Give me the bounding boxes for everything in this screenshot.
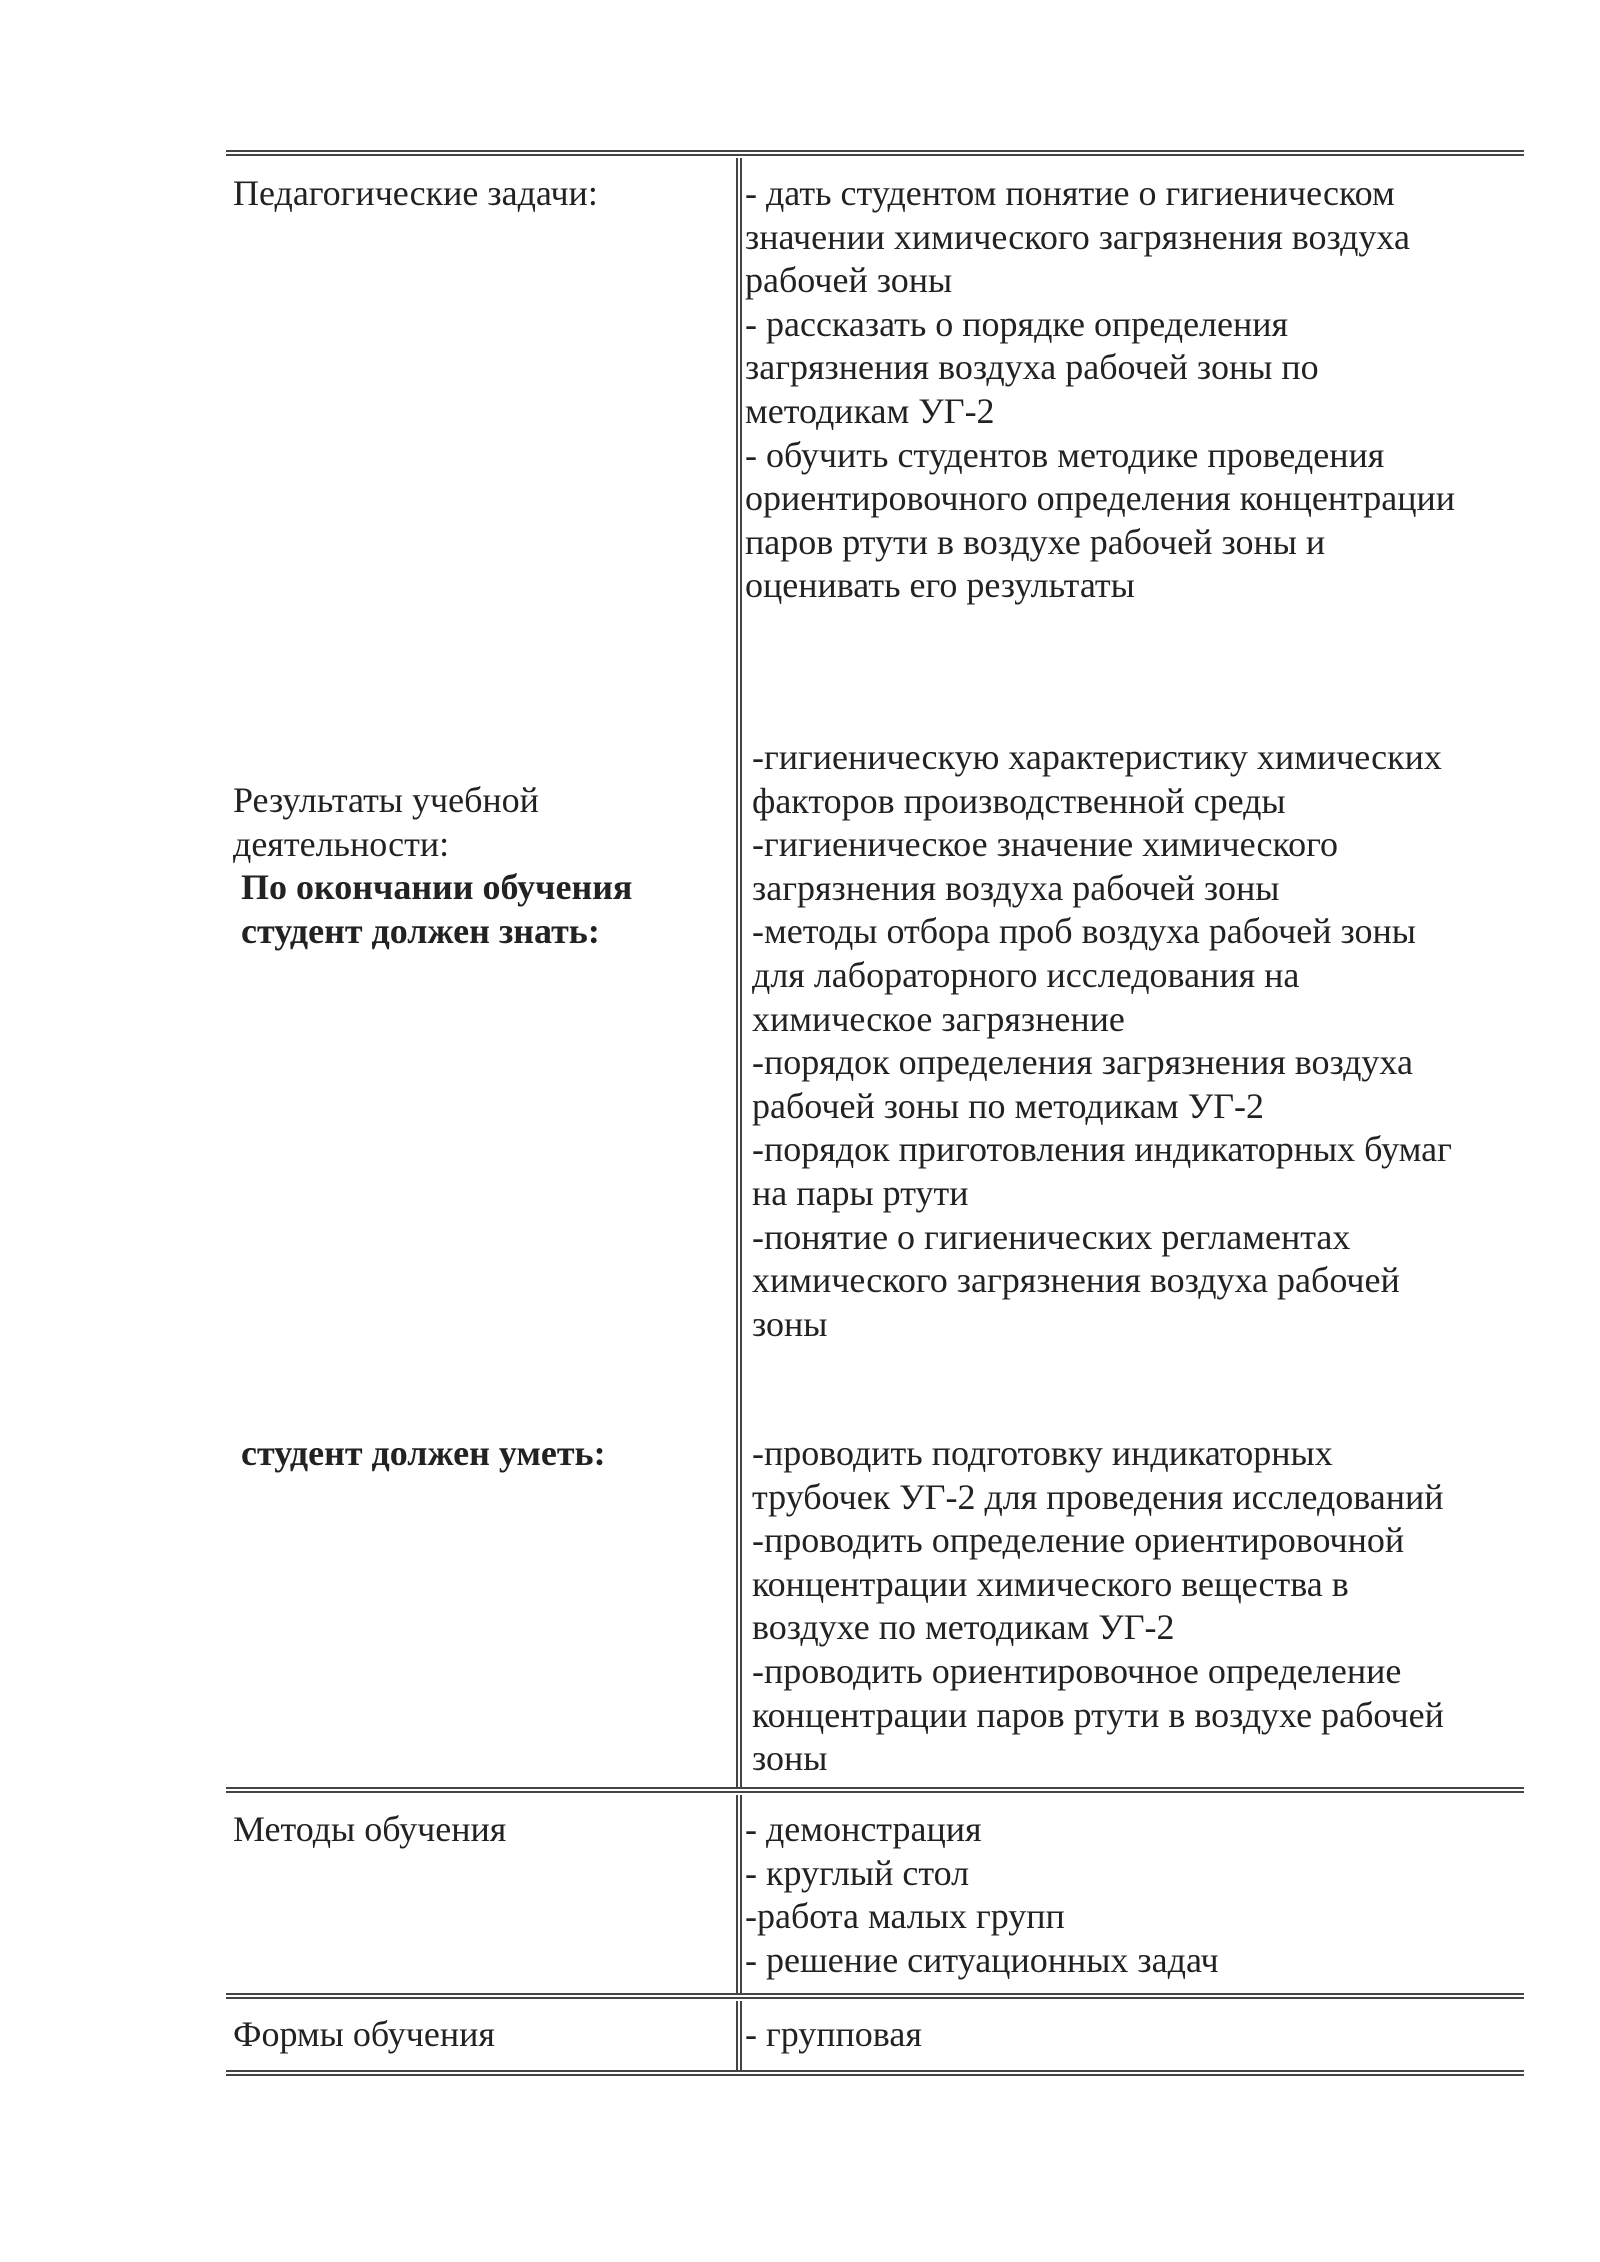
know-list	[752, 736, 1452, 1346]
tasks-item: - дать студентом понятие о гигиеническом	[745, 173, 1395, 213]
column-divider	[736, 2001, 742, 2070]
column-divider	[736, 1795, 742, 1993]
methods-item: - круглый стол	[745, 1852, 970, 1893]
know-item: -гигиеническую характеристику химических	[752, 737, 1442, 777]
row-divider-methods	[226, 1787, 1524, 1793]
skills-list	[752, 1432, 1444, 1781]
know-item: факторов производственной среды	[752, 780, 1286, 821]
skills-item: концентрации химического вещества в	[752, 1563, 1349, 1604]
column-divider	[736, 158, 742, 1787]
know-heading: студент должен знать:	[241, 910, 600, 951]
results-label	[233, 779, 632, 953]
know-item: -порядок определения загрязнения воздуха	[752, 1042, 1413, 1083]
methods-item: -работа малых групп	[745, 1896, 1065, 1937]
tasks-item: паров ртути в воздухе рабочей зоны и	[745, 521, 1326, 562]
know-item: зоны	[752, 1303, 828, 1344]
know-item: -методы отбора проб воздуха рабочей зоны	[752, 911, 1416, 952]
tasks-label: Педагогические задачи:	[233, 173, 598, 213]
skills-item: концентрации паров ртути в воздухе рабочей	[752, 1694, 1444, 1735]
know-item: -понятие о гигиенических регламентах	[752, 1216, 1351, 1257]
know-item: для лабораторного исследования на	[752, 954, 1300, 995]
know-item: на пары ртути	[752, 1172, 969, 1213]
skills-item: -проводить ориентировочное определение	[752, 1650, 1402, 1691]
tasks-item: оценивать его результаты	[745, 565, 1135, 606]
forms-label: Формы обучения	[233, 2014, 495, 2054]
skills-heading: студент должен уметь:	[241, 1433, 606, 1473]
methods-list	[745, 1808, 1219, 1982]
know-item: -порядок приготовления индикаторных бумаг	[752, 1129, 1452, 1170]
know-heading: По окончании обучения	[241, 867, 633, 908]
forms-item: - групповая	[745, 2014, 922, 2054]
table-top-rule	[226, 150, 1524, 156]
methods-label: Методы обучения	[233, 1809, 507, 1849]
skills-item: зоны	[752, 1738, 828, 1779]
skills-item: трубочек УГ-2 для проведения исследований	[752, 1476, 1444, 1517]
results-label-line: Результаты учебной	[233, 780, 539, 820]
know-item: химическое загрязнение	[752, 998, 1125, 1039]
row-divider-forms	[226, 1993, 1524, 1999]
tasks-list	[745, 172, 1455, 608]
methods-item: - демонстрация	[745, 1809, 982, 1849]
skills-item: -проводить определение ориентировочной	[752, 1520, 1405, 1561]
know-item: рабочей зоны по методикам УГ-2	[752, 1085, 1264, 1126]
tasks-item: - обучить студентов методике проведения	[745, 434, 1385, 475]
table-bottom-rule	[226, 2070, 1524, 2076]
skills-item: воздухе по методикам УГ-2	[752, 1607, 1175, 1648]
methods-item: - решение ситуационных задач	[745, 1939, 1219, 1980]
tasks-item: методикам УГ-2	[745, 390, 995, 431]
know-item: -гигиеническое значение химического	[752, 824, 1339, 865]
know-item: химического загрязнения воздуха рабочей	[752, 1260, 1400, 1301]
results-label-line: деятельности:	[233, 823, 450, 864]
tasks-item: ориентировочного определения концентрации	[745, 478, 1456, 519]
tasks-item: рабочей зоны	[745, 260, 953, 301]
know-item: загрязнения воздуха рабочей зоны	[752, 867, 1280, 908]
tasks-item: значении химического загрязнения воздуха	[745, 216, 1410, 257]
tasks-item: загрязнения воздуха рабочей зоны по	[745, 347, 1319, 388]
skills-item: -проводить подготовку индикаторных	[752, 1433, 1333, 1473]
forms-list	[745, 2013, 922, 2057]
tasks-item: - рассказать о порядке определения	[745, 303, 1289, 344]
